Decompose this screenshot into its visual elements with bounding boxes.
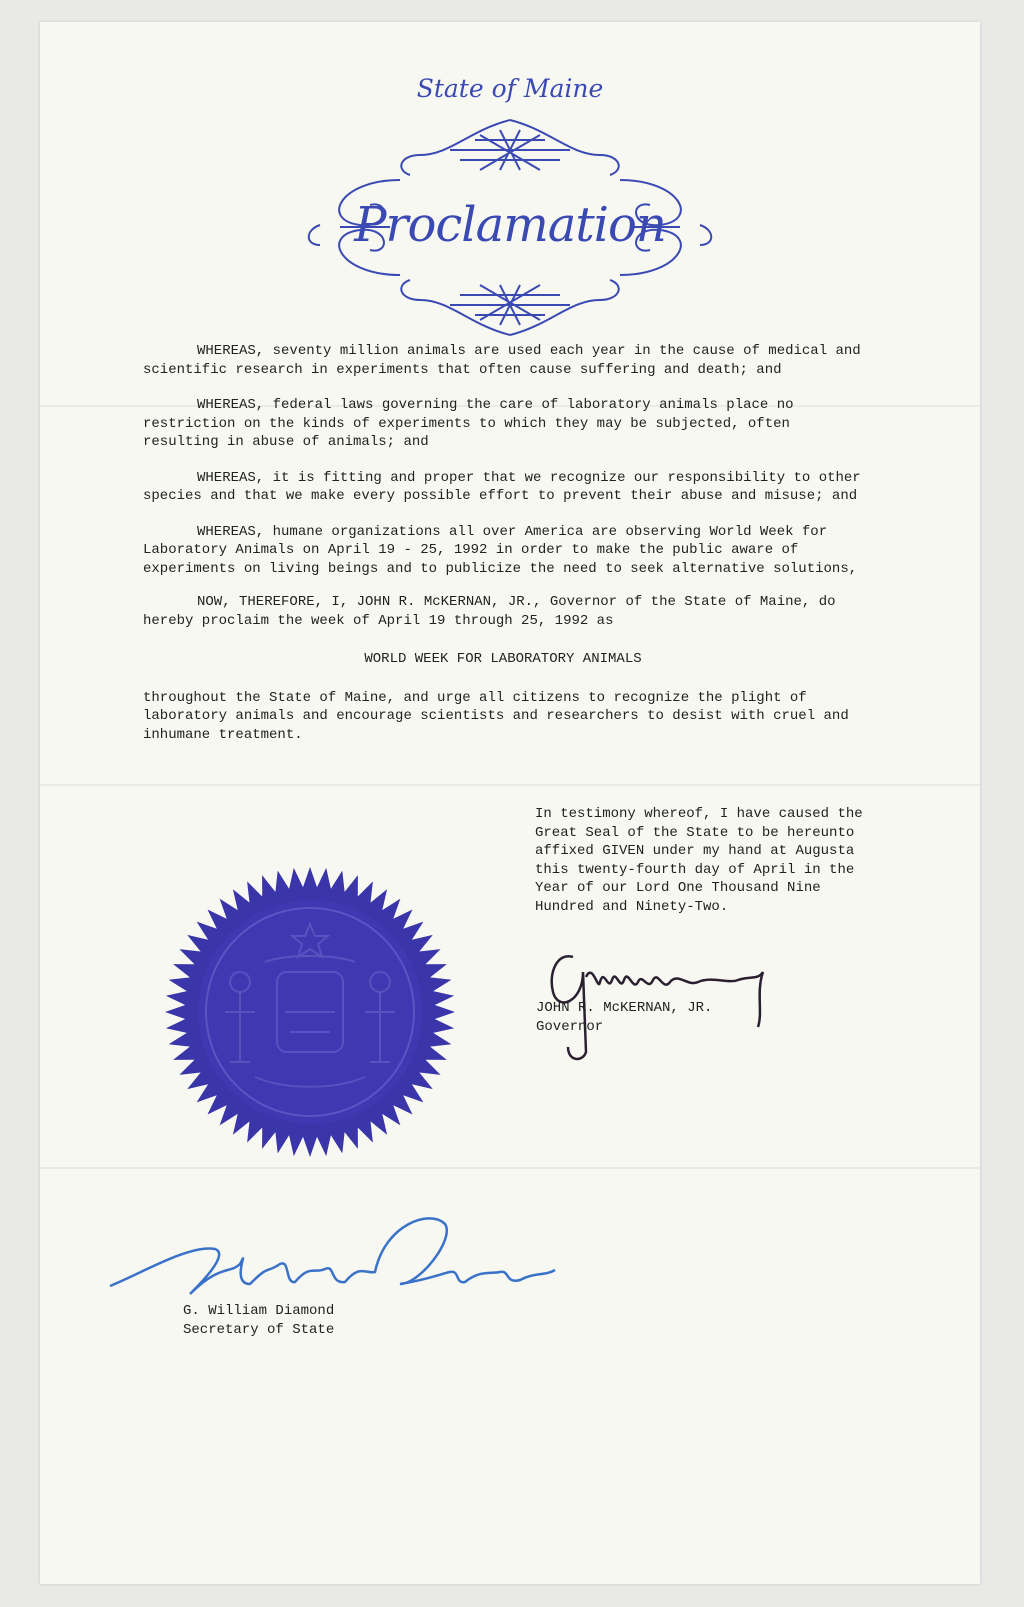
proclamation-sheet [40, 22, 980, 1584]
whereas-paragraph: WHEREAS, it is fitting and proper that we recognize our responsibility to other species and that we make every possible effort to prevent their abuse and misuse; and [143, 469, 861, 504]
governor-name: JOHN R. McKERNAN, JR. [536, 1000, 713, 1016]
state-heading: State of Maine [416, 74, 604, 103]
secretary-name: G. William Diamond [183, 1303, 335, 1319]
proclaimed-week: WORLD WEEK FOR LABORATORY ANIMALS [364, 651, 642, 667]
whereas-paragraph: WHEREAS, federal laws governing the care of laboratory animals place no restriction on the kinds of experiments to which they may be subjected, often resulting in abuse of animals; and [143, 397, 794, 450]
fold-line [40, 784, 980, 786]
proclamation-body [143, 342, 863, 744]
secretary-signature-block [183, 1302, 334, 1340]
closing-paragraph: throughout the State of Maine, and urge all citizens to recognize the plight of laboratory animals and encourage scientists and researchers to desist with cruel and inhumane treatment. [143, 689, 849, 743]
governor-signature-icon [538, 932, 778, 1062]
great-seal-icon [145, 862, 475, 1162]
secretary-title: Secretary of State [183, 1322, 335, 1338]
governor-signature-block [536, 999, 712, 1037]
testimony-block: In testimony whereof, I have caused the Great Seal of the State to be hereunto affixed GIVEN under my hand at Augusta this twenty-fourth day of April in the Year of our Lord One Thousand Nine Hundred and Ninety-Two. [535, 806, 863, 915]
proclamation-title: Proclamation [354, 197, 666, 253]
governor-title: Governor [536, 1019, 604, 1035]
secretary-signature-icon [100, 1204, 580, 1314]
therefore-paragraph: NOW, THEREFORE, I, JOHN R. McKERNAN, JR., Governor of the State of Maine, do hereby proclaim the week of April 19 through 25, 1992 as [143, 594, 836, 629]
whereas-paragraph: WHEREAS, seventy million animals are used each year in the cause of medical and scientific research in experiments that often cause suffering and death; and [143, 343, 861, 378]
fold-line [40, 1167, 980, 1169]
whereas-paragraph: WHEREAS, humane organizations all over America are observing World Week for Laboratory Animals on April 19 - 25, 1992 in order to make the public aware of experiments on living beings and to publicize the need to seek alternative solutions, [143, 523, 858, 577]
